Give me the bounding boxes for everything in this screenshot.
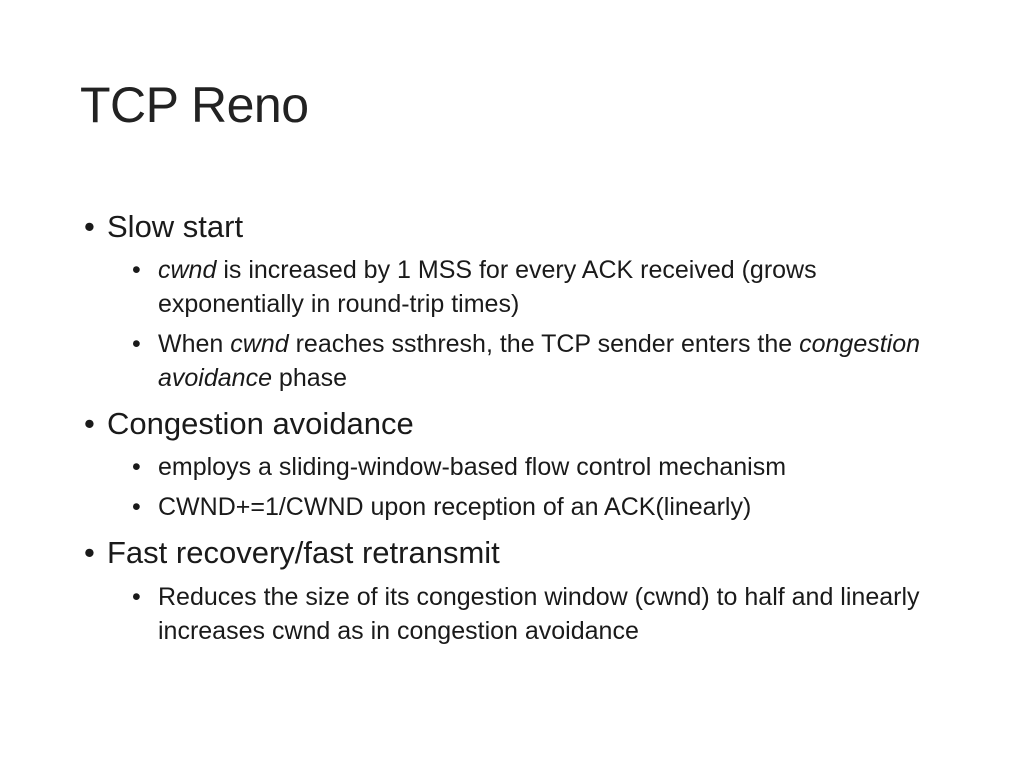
term-cwnd: cwnd — [158, 256, 217, 285]
bullet-dot-icon: • — [132, 582, 141, 611]
section-fast-recovery — [80, 534, 980, 647]
sub-bullet-text: employs a sliding-window-based flow control mechanism — [158, 453, 787, 482]
section-heading: Congestion avoidance — [107, 406, 414, 442]
bullet-item — [80, 534, 980, 571]
term-cwnd: cwnd — [230, 330, 289, 359]
section-heading: Fast recovery/fast retransmit — [107, 535, 500, 571]
bullet-dot-icon: • — [132, 493, 141, 522]
sub-list — [80, 580, 980, 648]
sub-bullet-item — [80, 580, 948, 648]
section-slow-start — [80, 208, 980, 395]
bullet-dot-icon: • — [84, 209, 95, 244]
sub-bullet-item — [80, 253, 948, 321]
bullet-dot-icon: • — [84, 406, 95, 442]
bullet-dot-icon: • — [132, 330, 141, 359]
bullet-item — [80, 208, 980, 245]
bullet-dot-icon: • — [132, 453, 141, 482]
sub-list — [80, 253, 980, 395]
slide-body — [80, 208, 980, 658]
term-congestion-avoidance: congestion avoidance — [158, 330, 921, 393]
sub-bullet-text: CWND+=1/CWND upon reception of an ACK(linearly) — [158, 493, 752, 522]
bullet-dot-icon: • — [132, 256, 141, 285]
section-congestion-avoidance — [80, 405, 980, 524]
slide-title: TCP Reno — [80, 77, 309, 133]
sub-bullet-text: When — [158, 330, 231, 359]
sub-bullet-text: phase — [271, 364, 348, 393]
bullet-dot-icon: • — [84, 535, 95, 571]
sub-list — [80, 450, 980, 524]
sub-bullet-text: Reduces the size of its congestion window (cwnd) to half and linearly increases cwnd as in congestion avoidance — [158, 582, 920, 645]
sub-bullet-item — [80, 490, 948, 524]
sub-bullet-item — [80, 327, 948, 395]
sub-bullet-text: reaches ssthresh, the TCP sender enters the — [288, 330, 800, 359]
sub-bullet-text: is increased by 1 MSS for every ACK received (grows exponentially in round-trip times) — [158, 256, 817, 319]
section-heading: Slow start — [107, 209, 244, 244]
sub-bullet-item — [80, 450, 948, 484]
bullet-item — [80, 405, 980, 442]
